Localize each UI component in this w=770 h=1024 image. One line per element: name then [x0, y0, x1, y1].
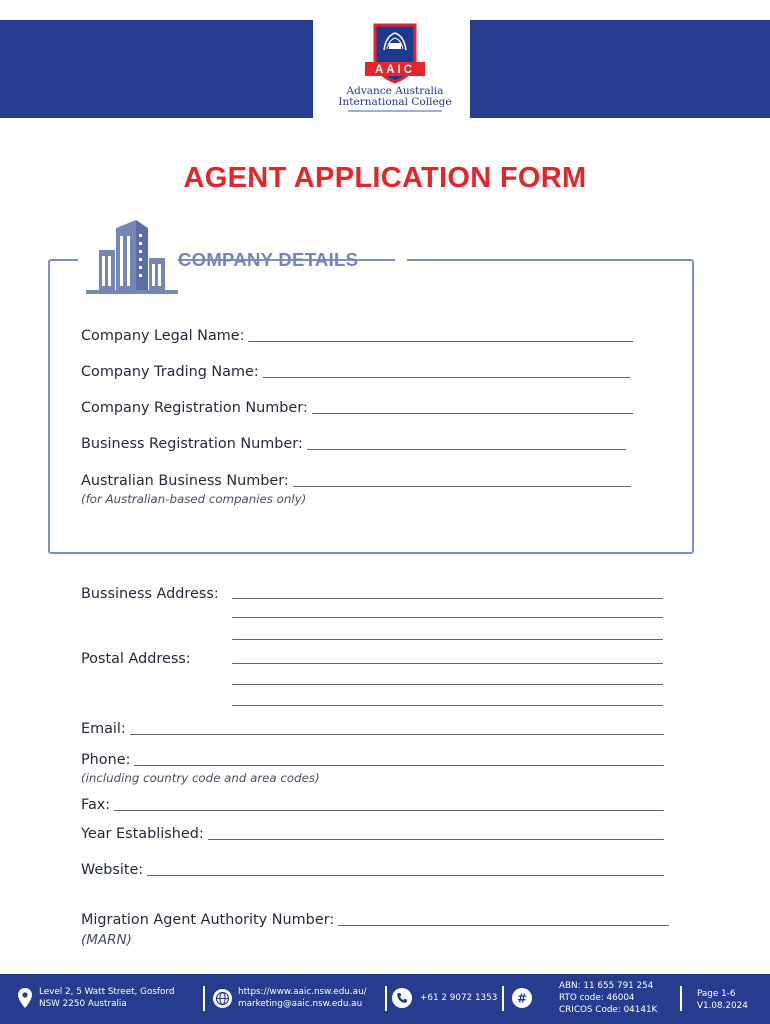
svg-text:#: # — [516, 991, 528, 1006]
footer-abn: ABN: 11 655 791 254 — [559, 981, 654, 991]
business-address-label: Bussiness Address: — [81, 586, 219, 602]
company-legal-name-field[interactable] — [81, 327, 633, 345]
postal-address-line-2[interactable] — [232, 684, 663, 685]
footer-divider — [502, 986, 504, 1011]
postal-address-line-1[interactable] — [232, 663, 663, 664]
business-registration-number-label: Business Registration Number: — [81, 436, 303, 452]
year-established-field[interactable] — [81, 825, 664, 843]
footer-address-line2: NSW 2250 Australia — [39, 999, 127, 1009]
company-registration-number-label: Company Registration Number: — [81, 400, 308, 416]
phone-field[interactable] — [81, 751, 664, 769]
email-label: Email: — [81, 721, 126, 737]
business-registration-number-field[interactable] — [81, 435, 626, 453]
company-trading-name-label: Company Trading Name: — [81, 364, 259, 380]
marn-input[interactable] — [338, 925, 669, 926]
marn-label: Migration Agent Authority Number: — [81, 912, 335, 928]
logo-name-line1: Advance Australia — [346, 85, 444, 97]
marn-field[interactable] — [81, 911, 669, 929]
header-band-left — [0, 20, 313, 118]
company-registration-number-field[interactable] — [81, 399, 633, 417]
business-registration-number-input[interactable] — [307, 449, 626, 450]
phone-label: Phone: — [81, 752, 131, 768]
website-input[interactable] — [147, 875, 664, 876]
page-footer — [0, 974, 770, 1024]
fax-label: Fax: — [81, 797, 111, 813]
hashtag-icon — [512, 988, 532, 1008]
building-icon — [86, 218, 178, 296]
location-pin-icon — [18, 988, 32, 1008]
footer-address-line1: Level 2, 5 Watt Street, Gosford — [39, 987, 175, 997]
footer-phone: +61 2 9072 1353 — [420, 993, 498, 1003]
email-input[interactable] — [130, 734, 664, 735]
australian-business-number-label: Australian Business Number: — [81, 473, 289, 489]
australian-business-number-input[interactable] — [293, 486, 631, 487]
logo-badge-text: AAIC — [374, 64, 416, 76]
company-trading-name-field[interactable] — [81, 363, 630, 381]
footer-website-link[interactable]: https://www.aaic.nsw.edu.au/ — [238, 987, 367, 997]
business-address-line-2[interactable] — [232, 617, 663, 618]
australian-business-number-field[interactable] — [81, 472, 631, 490]
fax-input[interactable] — [114, 810, 664, 811]
footer-page-number: Page 1-6 — [697, 989, 736, 999]
year-established-label: Year Established: — [81, 826, 204, 842]
header-band-right — [470, 20, 770, 118]
email-field[interactable] — [81, 720, 664, 738]
footer-divider — [203, 986, 205, 1011]
business-address-line-3[interactable] — [232, 639, 663, 640]
footer-rto: RTO code: 46004 — [559, 993, 635, 1003]
marn-note: (MARN) — [81, 932, 132, 948]
footer-email-link[interactable]: marketing@aaic.nsw.edu.au — [238, 999, 363, 1009]
footer-cricos: CRICOS Code: 04141K — [559, 1005, 658, 1015]
footer-version: V1.08.2024 — [697, 1001, 748, 1011]
footer-divider — [385, 986, 387, 1011]
year-established-input[interactable] — [208, 839, 664, 840]
logo-underline — [348, 110, 442, 112]
website-label: Website: — [81, 862, 144, 878]
footer-divider — [680, 986, 682, 1011]
phone-note: (including country code and area codes) — [81, 771, 320, 785]
company-legal-name-label: Company Legal Name: — [81, 328, 245, 344]
college-crest-icon — [364, 22, 426, 86]
fax-field[interactable] — [81, 796, 664, 814]
phone-input[interactable] — [134, 765, 664, 766]
globe-icon — [213, 989, 232, 1008]
company-registration-number-input[interactable] — [312, 413, 633, 414]
logo-name-line2: International College — [338, 96, 452, 108]
company-details-heading: COMPANY DETAILS — [178, 249, 359, 270]
postal-address-line-3[interactable] — [232, 705, 663, 706]
company-trading-name-input[interactable] — [263, 377, 630, 378]
website-field[interactable] — [81, 861, 664, 879]
abn-note: (for Australian-based companies only) — [81, 492, 307, 506]
phone-icon — [392, 988, 412, 1008]
company-legal-name-input[interactable] — [248, 341, 633, 342]
postal-address-label: Postal Address: — [81, 651, 191, 667]
business-address-line-1[interactable] — [232, 598, 663, 599]
college-logo — [338, 22, 452, 120]
page-title: AGENT APPLICATION FORM — [183, 162, 587, 194]
